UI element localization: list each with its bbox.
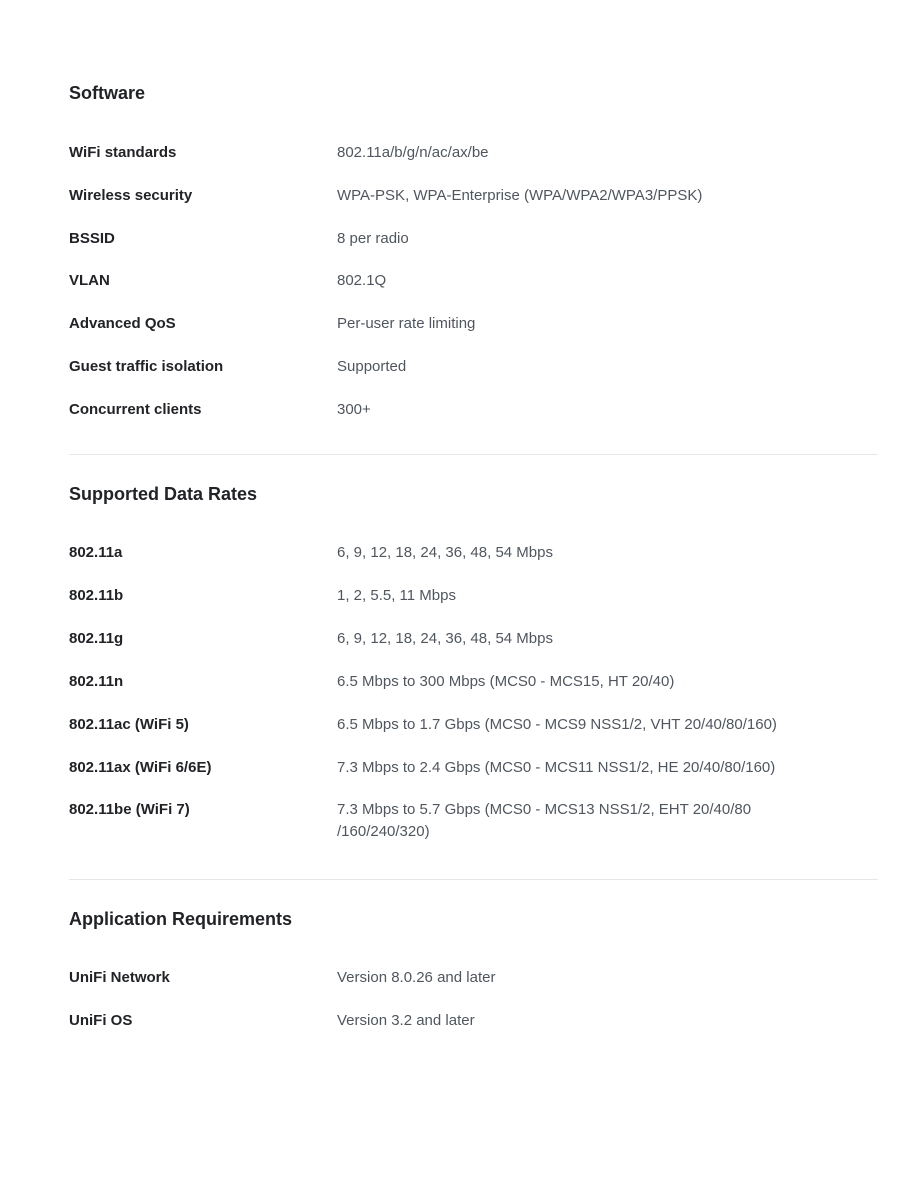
section-title: Software	[69, 83, 146, 103]
spec-value: 6, 9, 12, 18, 24, 36, 48, 54 Mbps	[337, 630, 553, 647]
spec-value: 1, 2, 5.5, 11 Mbps	[337, 587, 456, 604]
spec-label: 802.11n	[69, 673, 124, 690]
spec-label: 802.11b	[69, 587, 124, 604]
spec-value: 8 per radio	[337, 230, 409, 247]
spec-value: 802.1Q	[337, 272, 387, 289]
spec-label: 802.11be (WiFi 7)	[69, 801, 190, 818]
spec-value: Version 3.2 and later	[337, 1012, 475, 1029]
spec-value: 300+	[337, 401, 371, 418]
spec-label: Guest traffic isolation	[69, 358, 224, 375]
spec-label: WiFi standards	[69, 144, 177, 161]
spec-value: 6, 9, 12, 18, 24, 36, 48, 54 Mbps	[337, 544, 553, 561]
spec-label: Wireless security	[69, 187, 193, 204]
spec-value: 7.3 Mbps to 5.7 Gbps (MCS0 - MCS13 NSS1/2, EHT 20/40/80 /160/240/320)	[337, 801, 752, 840]
spec-label: BSSID	[69, 230, 115, 247]
spec-label: 802.11g	[69, 630, 124, 647]
spec-value: 802.11a/b/g/n/ac/ax/be	[337, 144, 489, 161]
section-title: Supported Data Rates	[69, 484, 258, 504]
spec-value: WPA-PSK, WPA-Enterprise (WPA/WPA2/WPA3/PPSK)	[337, 187, 703, 204]
section-divider	[69, 879, 878, 880]
spec-label: 802.11a	[69, 544, 123, 561]
spec-label: 802.11ax (WiFi 6/6E)	[69, 759, 212, 776]
spec-label: 802.11ac (WiFi 5)	[69, 716, 189, 733]
spec-value: Per-user rate limiting	[337, 315, 476, 332]
spec-value: 6.5 Mbps to 300 Mbps (MCS0 - MCS15, HT 20/40)	[337, 673, 675, 690]
spec-value: Version 8.0.26 and later	[337, 969, 496, 986]
spec-label: UniFi Network	[69, 969, 170, 986]
spec-label: Advanced QoS	[69, 315, 176, 332]
spec-label: VLAN	[69, 272, 110, 289]
spec-value: Supported	[337, 358, 407, 375]
section-title: Application Requirements	[69, 909, 293, 929]
section-divider	[69, 454, 878, 455]
spec-label: UniFi OS	[69, 1012, 133, 1029]
spec-value: 6.5 Mbps to 1.7 Gbps (MCS0 - MCS9 NSS1/2, VHT 20/40/80/160)	[337, 716, 777, 733]
spec-value: 7.3 Mbps to 2.4 Gbps (MCS0 - MCS11 NSS1/2, HE 20/40/80/160)	[337, 759, 776, 776]
spec-label: Concurrent clients	[69, 401, 202, 418]
